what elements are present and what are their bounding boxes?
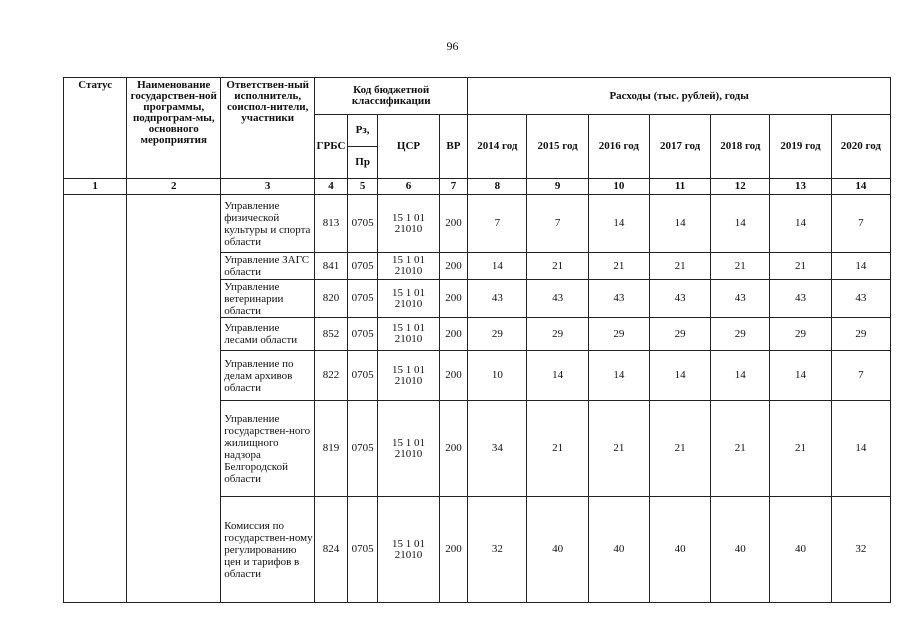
- expense-value-cell: 14: [770, 351, 831, 401]
- header-grbs: ГРБС: [315, 115, 348, 179]
- vr-cell: 200: [439, 280, 468, 318]
- column-number: 12: [711, 179, 770, 195]
- expense-value-cell: 40: [711, 497, 770, 603]
- grbs-cell: 822: [315, 351, 348, 401]
- column-number: 11: [649, 179, 710, 195]
- executor-cell: Управление ветеринарии области: [221, 280, 315, 318]
- expense-value-cell: 21: [711, 253, 770, 280]
- header-year: 2016 год: [588, 115, 649, 179]
- grbs-cell: 824: [315, 497, 348, 603]
- csr-part: 15 1 01: [392, 537, 426, 550]
- grbs-cell: 852: [315, 318, 348, 351]
- expense-value-cell: 7: [831, 351, 890, 401]
- header-csr: ЦСР: [378, 115, 439, 179]
- expense-value-cell: 21: [770, 401, 831, 497]
- vr-cell: 200: [439, 195, 468, 253]
- header-year: 2014 год: [468, 115, 527, 179]
- grbs-cell: 813: [315, 195, 348, 253]
- expense-value-cell: 43: [588, 280, 649, 318]
- grbs-cell: 819: [315, 401, 348, 497]
- expense-value-cell: 21: [588, 401, 649, 497]
- csr-part: 21010: [394, 297, 423, 310]
- csr-part: 21010: [394, 265, 423, 277]
- header-executor: Ответствен-ный исполнитель, соиспол-нители, участники: [221, 78, 315, 179]
- expense-value-cell: 14: [527, 351, 588, 401]
- expense-value-cell: 29: [711, 318, 770, 351]
- column-number: 2: [127, 179, 221, 195]
- expense-value-cell: 43: [527, 280, 588, 318]
- expense-value-cell: 7: [527, 195, 588, 253]
- rzpr-cell: 0705: [347, 280, 378, 318]
- expense-value-cell: 14: [649, 351, 710, 401]
- expense-value-cell: 14: [711, 351, 770, 401]
- expense-value-cell: 21: [649, 253, 710, 280]
- budget-table: [63, 77, 891, 603]
- executor-cell: Управление государствен-ного жилищного надзора Белгородской области: [221, 401, 315, 497]
- executor-cell: Управление по делам архивов области: [221, 351, 315, 401]
- expense-value-cell: 14: [711, 195, 770, 253]
- expense-value-cell: 29: [649, 318, 710, 351]
- expense-value-cell: 40: [527, 497, 588, 603]
- expense-value-cell: 14: [770, 195, 831, 253]
- header-rz: Рз,: [347, 115, 378, 147]
- expense-value-cell: 29: [770, 318, 831, 351]
- column-number: 3: [221, 179, 315, 195]
- csr-part: 21010: [394, 548, 423, 561]
- vr-cell: 200: [439, 351, 468, 401]
- expense-value-cell: 32: [831, 497, 890, 603]
- expense-value-cell: 32: [468, 497, 527, 603]
- status-cell: [64, 195, 127, 603]
- csr-part: 21010: [394, 333, 423, 345]
- expense-value-cell: 14: [468, 253, 527, 280]
- grbs-cell: 820: [315, 280, 348, 318]
- expense-value-cell: 40: [770, 497, 831, 603]
- header-year: 2018 год: [711, 115, 770, 179]
- expense-value-cell: 10: [468, 351, 527, 401]
- header-year: 2017 год: [649, 115, 710, 179]
- column-number: 6: [378, 179, 439, 195]
- executor-cell: Управление физической культуры и спорта области: [221, 195, 315, 253]
- csr-part: 15 1 01: [392, 322, 426, 334]
- expense-value-cell: 14: [649, 195, 710, 253]
- header-status: Статус: [64, 78, 127, 179]
- executor-cell: Управление ЗАГС области: [221, 253, 315, 280]
- expense-value-cell: 29: [468, 318, 527, 351]
- header-year: 2015 год: [527, 115, 588, 179]
- column-number: 7: [439, 179, 468, 195]
- program-name-cell: [127, 195, 221, 603]
- page-number: 96: [446, 39, 459, 53]
- rzpr-cell: 0705: [347, 253, 378, 280]
- column-number: 4: [315, 179, 348, 195]
- expense-value-cell: 21: [711, 401, 770, 497]
- header-year: 2019 год: [770, 115, 831, 179]
- column-number: 9: [527, 179, 588, 195]
- expense-value-cell: 21: [527, 401, 588, 497]
- rzpr-cell: 0705: [347, 318, 378, 351]
- csr-part: 21010: [394, 374, 423, 387]
- executor-cell: Комиссия по государствен-ному регулированию цен и тарифов в области: [221, 497, 315, 603]
- csr-part: 15 1 01: [392, 286, 426, 299]
- column-number: 1: [64, 179, 127, 195]
- expense-value-cell: 7: [468, 195, 527, 253]
- expense-value-cell: 21: [588, 253, 649, 280]
- expense-value-cell: 43: [649, 280, 710, 318]
- expense-value-cell: 43: [468, 280, 527, 318]
- expense-value-cell: 14: [588, 195, 649, 253]
- csr-cell: [378, 195, 439, 253]
- column-number: 8: [468, 179, 527, 195]
- csr-cell: [378, 351, 439, 401]
- expense-value-cell: 29: [527, 318, 588, 351]
- expense-value-cell: 14: [831, 401, 890, 497]
- csr-cell: [378, 318, 439, 351]
- expense-value-cell: 43: [831, 280, 890, 318]
- expense-value-cell: 40: [588, 497, 649, 603]
- column-number-row: [64, 179, 891, 195]
- csr-part: 15 1 01: [392, 363, 426, 376]
- table-row: [64, 195, 891, 253]
- vr-cell: 200: [439, 401, 468, 497]
- column-number: 10: [588, 179, 649, 195]
- expense-value-cell: 21: [649, 401, 710, 497]
- expense-value-cell: 40: [649, 497, 710, 603]
- expense-value-cell: 29: [831, 318, 890, 351]
- header-pr: Пр: [347, 147, 378, 179]
- expense-value-cell: 7: [831, 195, 890, 253]
- expense-value-cell: 21: [527, 253, 588, 280]
- csr-cell: [378, 497, 439, 603]
- rzpr-cell: 0705: [347, 401, 378, 497]
- csr-cell: [378, 253, 439, 280]
- vr-cell: 200: [439, 497, 468, 603]
- expense-value-cell: 29: [588, 318, 649, 351]
- header-program-name: Наименование государствен-ной программы, подпрограм-мы, основного мероприятия: [127, 78, 221, 179]
- csr-part: 21010: [394, 447, 423, 460]
- rzpr-cell: 0705: [347, 195, 378, 253]
- vr-cell: 200: [439, 253, 468, 280]
- rzpr-cell: 0705: [347, 351, 378, 401]
- executor-cell: Управление лесами области: [221, 318, 315, 351]
- expense-value-cell: 21: [770, 253, 831, 280]
- header-vr: ВР: [439, 115, 468, 179]
- expense-value-cell: 43: [770, 280, 831, 318]
- expense-value-cell: 43: [711, 280, 770, 318]
- csr-part: 15 1 01: [392, 436, 426, 449]
- expense-value-cell: 14: [831, 253, 890, 280]
- column-number: 5: [347, 179, 378, 195]
- vr-cell: 200: [439, 318, 468, 351]
- csr-part: 15 1 01: [392, 254, 426, 266]
- header-budget-code: Код бюджетной классификации: [315, 78, 468, 115]
- expense-value-cell: 14: [588, 351, 649, 401]
- csr-part: 21010: [394, 222, 423, 235]
- rzpr-cell: 0705: [347, 497, 378, 603]
- csr-part: 15 1 01: [392, 211, 426, 224]
- column-number: 13: [770, 179, 831, 195]
- header-year: 2020 год: [831, 115, 890, 179]
- header-expenses: Расходы (тыс. рублей), годы: [468, 78, 891, 115]
- header-row: [64, 78, 891, 115]
- csr-cell: [378, 401, 439, 497]
- grbs-cell: 841: [315, 253, 348, 280]
- column-number: 14: [831, 179, 890, 195]
- csr-cell: [378, 280, 439, 318]
- expense-value-cell: 34: [468, 401, 527, 497]
